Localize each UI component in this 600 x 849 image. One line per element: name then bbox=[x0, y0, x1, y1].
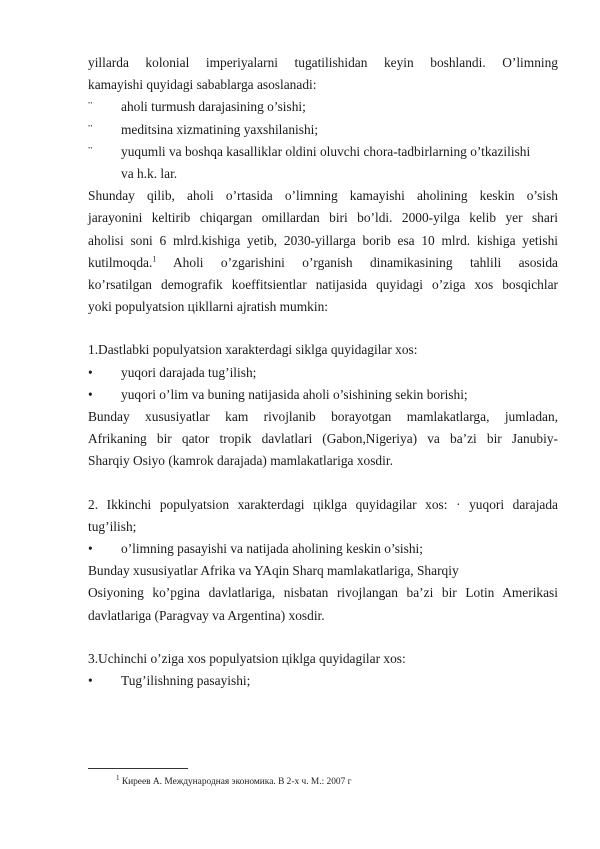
paragraph-text: Aholi o’zgarishini o’rganish dinamikasining tahlili asosida bbox=[156, 254, 558, 270]
list-item-text: o’limning pasayishi va natijada aholining keskin o’sishi; bbox=[121, 541, 423, 557]
section-heading: 2. Ikkinchi populyatsion xarakterdagi цiklga quyidagilar xos: · yuqori darajada bbox=[88, 496, 558, 512]
list-item-text: meditsina xizmatining yaxshilanishi; bbox=[121, 121, 319, 137]
document-body bbox=[88, 52, 558, 692]
list-item bbox=[88, 362, 558, 384]
list-marker: ¨ bbox=[88, 143, 93, 159]
paragraph-line bbox=[88, 252, 558, 274]
paragraph-line: Afrikaning bir qator tropik davlatlari (Gabon,Nigeriya) va ba’zi bir Janubiy- bbox=[88, 431, 558, 447]
list-marker: • bbox=[88, 364, 93, 380]
paragraph-line: Bunday xususiyatlar Afrika va YAqin Sharq mamlakatlariga, Sharqiy bbox=[88, 563, 459, 579]
list-marker: • bbox=[88, 541, 93, 557]
paragraph-line: davlatlariga (Paragvay va Argentina) xosdir. bbox=[88, 607, 325, 623]
section-heading-continuation: tug’ilish; bbox=[88, 518, 137, 534]
blank-line bbox=[88, 318, 558, 339]
list-item bbox=[88, 119, 558, 141]
section-heading: 1.Dastlabki populyatsion xarakterdagi siklga quyidagilar xos: bbox=[88, 342, 418, 358]
paragraph-line: yillarda kolonial imperiyalarni tugatilishidan keyin boshlandi. O’limning bbox=[88, 55, 558, 70]
list-item-text: yuqori o’lim va buning natijasida aholi o’sishining sekin borishi; bbox=[121, 386, 468, 402]
list-item bbox=[88, 141, 558, 163]
list-marker: • bbox=[88, 673, 93, 689]
footnote-text: Киреев А. Международная экономика. В 2-х ч. М.: 2007 г bbox=[119, 777, 352, 787]
blank-line bbox=[88, 473, 558, 494]
list-item-continuation: va h.k. lar. bbox=[121, 166, 178, 182]
list-item bbox=[88, 670, 558, 692]
paragraph-line: jarayonini keltirib chiqargan omillardan biri bo’ldi. 2000-yilga kelib yer shari bbox=[88, 210, 558, 226]
paragraph-line: yoki populyatsion цikllarni ajratish mumkin: bbox=[88, 299, 328, 315]
list-item-text: yuqumli va boshqa kasalliklar oldini oluvchi chora-tadbirlarning o’tkazilishi bbox=[121, 143, 531, 159]
paragraph-line: aholisi soni 6 mlrd.kishiga yetib, 2030-yillarga borib esa 10 mlrd. kishiga yetishi bbox=[88, 232, 558, 248]
paragraph-line: Sharqiy Osiyo (kamrok darajada) mamlakatlariga xosdir. bbox=[88, 453, 393, 469]
paragraph-line: kamayishi quyidagi sabablarga asoslanadi: bbox=[88, 77, 317, 93]
paragraph-line: Shunday qilib, aholi o’rtasida o’limning kamayishi aholining keskin o’sish bbox=[88, 188, 558, 204]
list-marker: ¨ bbox=[88, 121, 93, 137]
footnote-reference[interactable]: 1 bbox=[152, 254, 157, 264]
list-item-text: Tug’ilishning pasayishi; bbox=[121, 673, 251, 689]
paragraph-line: Osiyoning ko’pgina davlatlariga, nisbatan rivojlangan ba’zi bir Lotin Amerikasi bbox=[88, 585, 558, 601]
paragraph-line: Bunday xususiyatlar kam rivojlanib borayotgan mamlakatlarga, jumladan, bbox=[88, 409, 558, 425]
list-item bbox=[88, 96, 558, 118]
footnote-separator bbox=[88, 768, 188, 769]
section-heading: 3.Uchinchi o’ziga xos populyatsion цiklga quyidagilar xos: bbox=[88, 650, 406, 666]
footnote-number: 1 bbox=[116, 773, 120, 782]
list-item bbox=[88, 384, 558, 406]
list-item-text: aholi turmush darajasining o’sishi; bbox=[121, 99, 306, 115]
list-marker: • bbox=[88, 386, 93, 402]
list-item bbox=[88, 538, 558, 560]
list-item-text: yuqori darajada tug’ilish; bbox=[121, 364, 257, 380]
blank-line bbox=[88, 627, 558, 648]
paragraph-line: ko’rsatilgan demografik koeffitsientlar natijasida quyidagi o’ziga xos bosqichlar bbox=[88, 277, 558, 293]
paragraph-text: kutilmoqda. bbox=[88, 254, 153, 270]
footnote bbox=[116, 773, 352, 788]
list-marker: ¨ bbox=[88, 99, 93, 115]
